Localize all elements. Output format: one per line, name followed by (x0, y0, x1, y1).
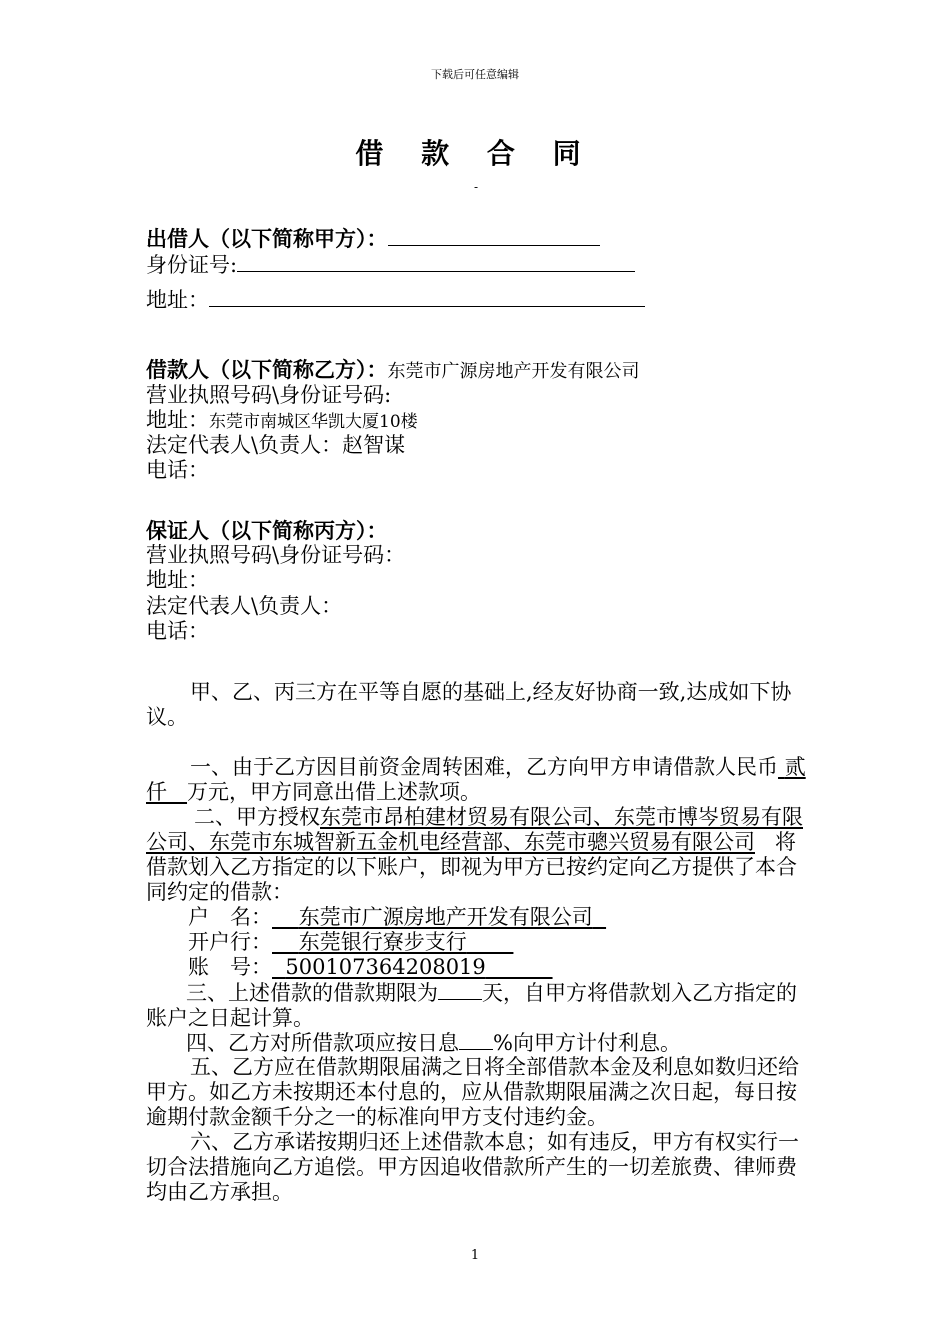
guarantor-license-label: 营业执照号码\身份证号码： (146, 543, 406, 567)
loan-term-blank[interactable] (438, 980, 482, 1000)
lender-address-label: 地址： (146, 288, 209, 312)
borrower-line (146, 357, 640, 384)
clause-4-post: %向甲方计付利息。 (493, 1031, 681, 1055)
clause-6: 六、乙方承诺按期归还上述借款本息；如有违反，甲方有权实行一切合法措施向乙方追偿。甲方因追收借款所产生的一切差旅费、律师费均由乙方承担。 (146, 1130, 799, 1204)
lender-name-blank[interactable] (388, 226, 600, 246)
clause-4-pre: 四、乙方对所借款项应按日息 (186, 1031, 459, 1055)
borrower-address-line (146, 408, 418, 435)
clause-3-pre: 三、上述借款的借款期限为 (186, 981, 438, 1005)
account-bank-label: 开户行： (188, 930, 272, 954)
account-bank-value: 东莞银行寮步支行 (298, 930, 467, 954)
clause-2-pre: 二、甲方授权 (194, 805, 320, 829)
lender-address-blank[interactable] (209, 287, 645, 307)
clause-5: 五、乙方应在借款期限届满之日将全部借款本金及利息如数归还给甲方。如乙方未按期还本付息的，应从借款期限届满之次日起，每日按逾期付款金额千分之一的标准向甲方支付违约金。 (146, 1055, 799, 1129)
intro-paragraph: 甲、乙、丙三方在平等自愿的基础上,经友好协商一致,达成如下协议。 (146, 680, 792, 729)
authorized-companies: 东莞市昂柏建材贸易有限公司、东莞市博岑贸易有限公司、东莞市东城智新五金机电经营部、东莞市骢兴贸易有限公司 (146, 805, 803, 854)
borrower-address: 东莞市南城区华凯大厦10楼 (209, 412, 418, 432)
account-bank-line (188, 930, 513, 955)
clause-1 (146, 755, 808, 805)
clause-4 (146, 1030, 808, 1056)
borrower-phone-label: 电话： (146, 458, 209, 482)
clause-2-post: 将借款划入乙方指定的以下账户，即视为甲方已按约定向乙方提供了本合同约定的借款： (146, 830, 797, 904)
loan-amount: 贰仟 (146, 755, 806, 804)
lender-id-line (146, 252, 635, 278)
clause-2 (146, 805, 808, 905)
clause-3-post: 天，自甲方将借款划入乙方指定的账户之日起计算。 (146, 981, 797, 1030)
header-note: 下载后可任意编辑 (431, 68, 519, 81)
borrower-name: 东莞市广源房地产开发有限公司 (387, 361, 640, 382)
clause-1-pre: 一、由于乙方因目前资金周转困难，乙方向甲方申请借款人民币 (190, 755, 778, 779)
lender-label: 出借人（以下简称甲方）： (146, 226, 388, 251)
lender-address-line (146, 287, 645, 313)
account-number-label: 账 号： (188, 955, 272, 979)
guarantor-rep-label: 法定代表人\负责人： (146, 594, 343, 618)
title-dash: - (474, 180, 479, 194)
account-name-value: 东莞市广源房地产开发有限公司 (298, 905, 593, 929)
guarantor-label: 保证人（以下简称丙方）： (146, 518, 388, 543)
daily-interest-blank[interactable] (459, 1030, 493, 1050)
clause-1-post: 万元，甲方同意出借上述款项。 (187, 780, 482, 804)
lender-id-blank[interactable] (237, 252, 635, 272)
account-number-value: 500107364208019 (285, 955, 486, 979)
borrower-label: 借款人（以下简称乙方）： (146, 357, 388, 382)
guarantor-phone-label: 电话： (146, 619, 209, 643)
lender-id-label: 身份证号: (146, 253, 238, 277)
account-number-line (188, 955, 553, 980)
borrower-license-label: 营业执照号码\身份证号码: (146, 383, 392, 407)
clause-3 (146, 980, 808, 1031)
borrower-address-label: 地址： (146, 408, 209, 432)
account-name-line (188, 905, 606, 930)
document-title: 借 款 合 同 (355, 137, 595, 170)
account-name-label: 户 名： (188, 905, 272, 929)
borrower-rep: 赵智谋 (342, 433, 406, 457)
guarantor-address-label: 地址： (146, 568, 209, 592)
borrower-rep-line (146, 433, 405, 458)
lender-line (146, 226, 600, 251)
page-number: 1 (470, 1248, 480, 1263)
borrower-rep-label: 法定代表人\负责人： (146, 433, 343, 457)
